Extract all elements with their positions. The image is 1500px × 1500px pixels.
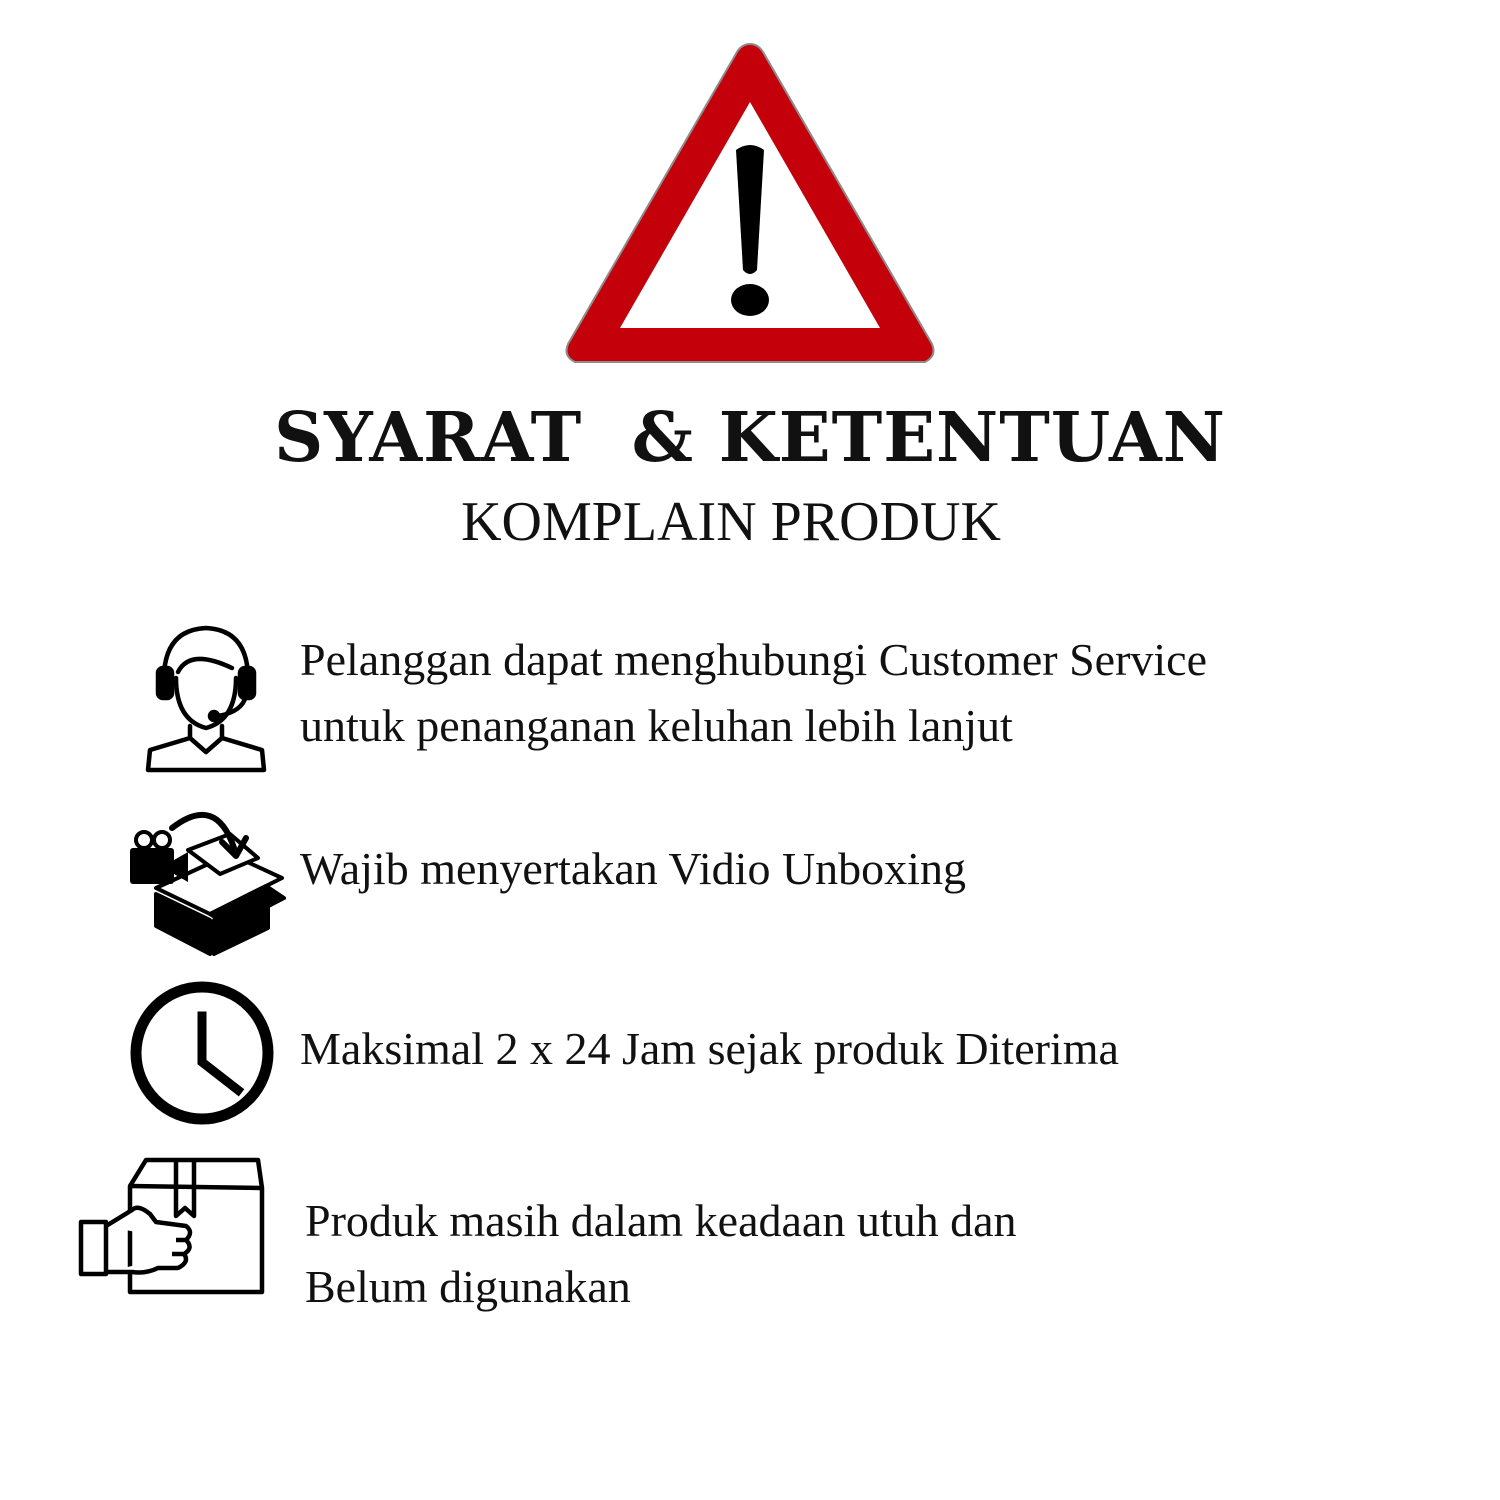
page-title: SYARAT & KETENTUAN bbox=[274, 398, 1226, 478]
term-item-time-limit bbox=[300, 1016, 1119, 1082]
term-line: Produk masih dalam keadaan utuh dan bbox=[305, 1195, 1017, 1246]
term-line: Wajib menyertakan Vidio Unboxing bbox=[300, 843, 966, 894]
page-subtitle: KOMPLAIN PRODUK bbox=[461, 491, 1001, 553]
term-line: Maksimal 2 x 24 Jam sejak produk Diterima bbox=[300, 1023, 1119, 1074]
warning-triangle-icon bbox=[560, 38, 940, 370]
term-line: Pelanggan dapat menghubungi Customer Service bbox=[300, 634, 1208, 685]
customer-service-headset-icon bbox=[142, 620, 270, 776]
term-line: untuk penanganan keluhan lebih lanjut bbox=[300, 700, 1013, 751]
term-item-customer-service bbox=[300, 627, 1207, 759]
term-item-unboxing bbox=[300, 836, 966, 902]
unboxing-video-icon bbox=[126, 798, 286, 956]
clock-icon bbox=[128, 978, 276, 1128]
hand-holding-box-icon bbox=[76, 1156, 268, 1296]
term-line: Belum digunakan bbox=[305, 1261, 631, 1312]
term-item-product-condition bbox=[305, 1188, 1017, 1320]
